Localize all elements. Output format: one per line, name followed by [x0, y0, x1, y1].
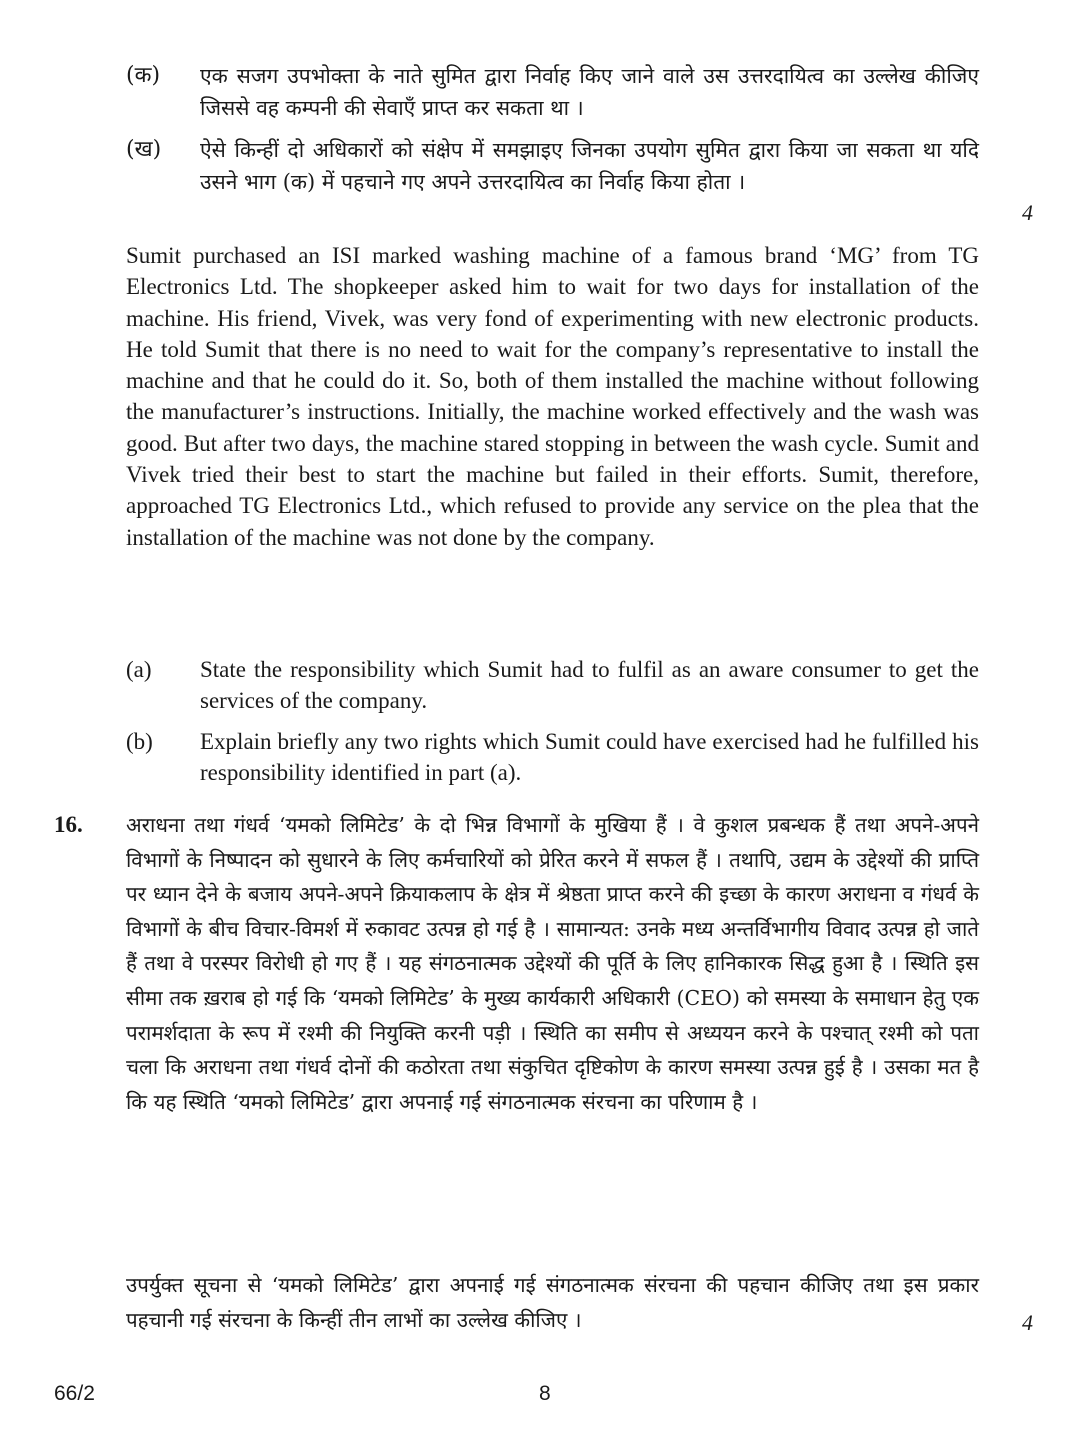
english-subpart-text: Explain briefly any two rights which Sumit could have exercised had he fulfilled his responsibility identified in part (a). — [200, 729, 979, 785]
english-subpart-label: (a) — [126, 657, 152, 682]
english-subpart-text: State the responsibility which Sumit had to fulfil as an aware consumer to get the services of the company. — [200, 657, 979, 713]
hindi-subpart-text: ऐसे किन्हीं दो अधिकारों को संक्षेप में समझाइए जिनका उपयोग सुमित द्वारा किया जा सकता था यदि उसने भाग (क) में पहचाने गए अपने उत्तरदायित्व का निर्वाह किया होता । — [200, 138, 979, 194]
paper-code: 66/2 — [54, 1382, 95, 1405]
q16-question: उपर्युक्त सूचना से ‘यमको लिमिटेड’ द्वारा अपनाई गई संगठनात्मक संरचना की पहचान कीजिए तथा इस प्रकार पहचानी गई संरचना के किन्हीं तीन लाभों का उल्लेख कीजिए । — [126, 1273, 979, 1332]
question-number: 16. — [54, 812, 83, 837]
hindi-subpart-text: एक सजग उपभोक्ता के नाते सुमित द्वारा निर्वाह किए जाने वाले उस उत्तरदायित्व का उल्लेख कीजिए जिससे वह कम्पनी की सेवाएँ प्राप्त कर सकता था । — [200, 64, 979, 120]
english-passage: Sumit purchased an ISI marked washing machine of a famous brand ‘MG’ from TG Electronics Ltd. The shopkeeper asked him to wait for two days for installation of the machine. His friend, Vivek, was very fond of experimenting with new electronic products. He told Sumit that there is no need to wait for the company’s representative to install the machine and that he could do it. So, both of them installed the machine without following the manufacturer’s instructions. Initially, the machine worked effectively and the wash was good. But after two days, the machine stared stopping in between the wash cycle. Sumit and Vivek tried their best to start the machine but failed in their efforts. Sumit, therefore, approached TG Electronics Ltd., which refused to provide any service on the plea that the installation of the machine was not done by the company. — [126, 243, 979, 550]
hindi-subpart-label: (क) — [126, 63, 161, 88]
q16-passage: अराधना तथा गंधर्व ‘यमको लिमिटेड’ के दो भिन्न विभागों के मुखिया हैं । वे कुशल प्रबन्धक हैं तथा अपने-अपने विभागों के निष्पादन को सुधारने के लिए कर्मचारियों को प्रेरित करने में सफल हैं । तथापि, उद्यम के उद्देश्यों की प्राप्ति पर ध्यान देने के बजाय अपने-अपने क्रियाकलाप के क्षेत्र में श्रेष्ठता प्राप्त करने की इच्छा के कारण अराधना व गंधर्व के विभागों के बीच विचार-विमर्श में रुकावट उत्पन्न हो गई है । सामान्यत: उनके मध्य अन्तर्विभागीय विवाद उत्पन्न हो जाते हैं तथा वे परस्पर विरोधी हो गए हैं । यह संगठनात्मक उद्देश्यों की पूर्ति के लिए हानिकारक सिद्ध हुआ है । स्थिति इस सीमा तक ख़राब हो गई कि ‘यमको लिमिटेड’ के मुख्य कार्यकारी अधिकारी (CEO) को समस्या के समाधान हेतु एक परामर्शदाता के रूप में रश्मी की नियुक्ति करनी पड़ी । स्थिति का समीप से अध्ययन करने के पश्चात् रश्मी को पता चला कि अराधना तथा गंधर्व दोनों की कठोरता तथा संकुचित दृष्टिकोण के कारण समस्या उत्पन्न हुई है । उसका मत है कि यह स्थिति ‘यमको लिमिटेड’ द्वारा अपनाई गई संगठनात्मक संरचना का परिणाम है । — [126, 813, 979, 1114]
marks-q15: 4 — [1022, 200, 1033, 225]
english-subpart-label: (b) — [126, 729, 153, 754]
page-number: 8 — [539, 1382, 551, 1405]
hindi-subpart-label: (ख) — [126, 137, 162, 162]
marks-q16: 4 — [1022, 1310, 1033, 1335]
